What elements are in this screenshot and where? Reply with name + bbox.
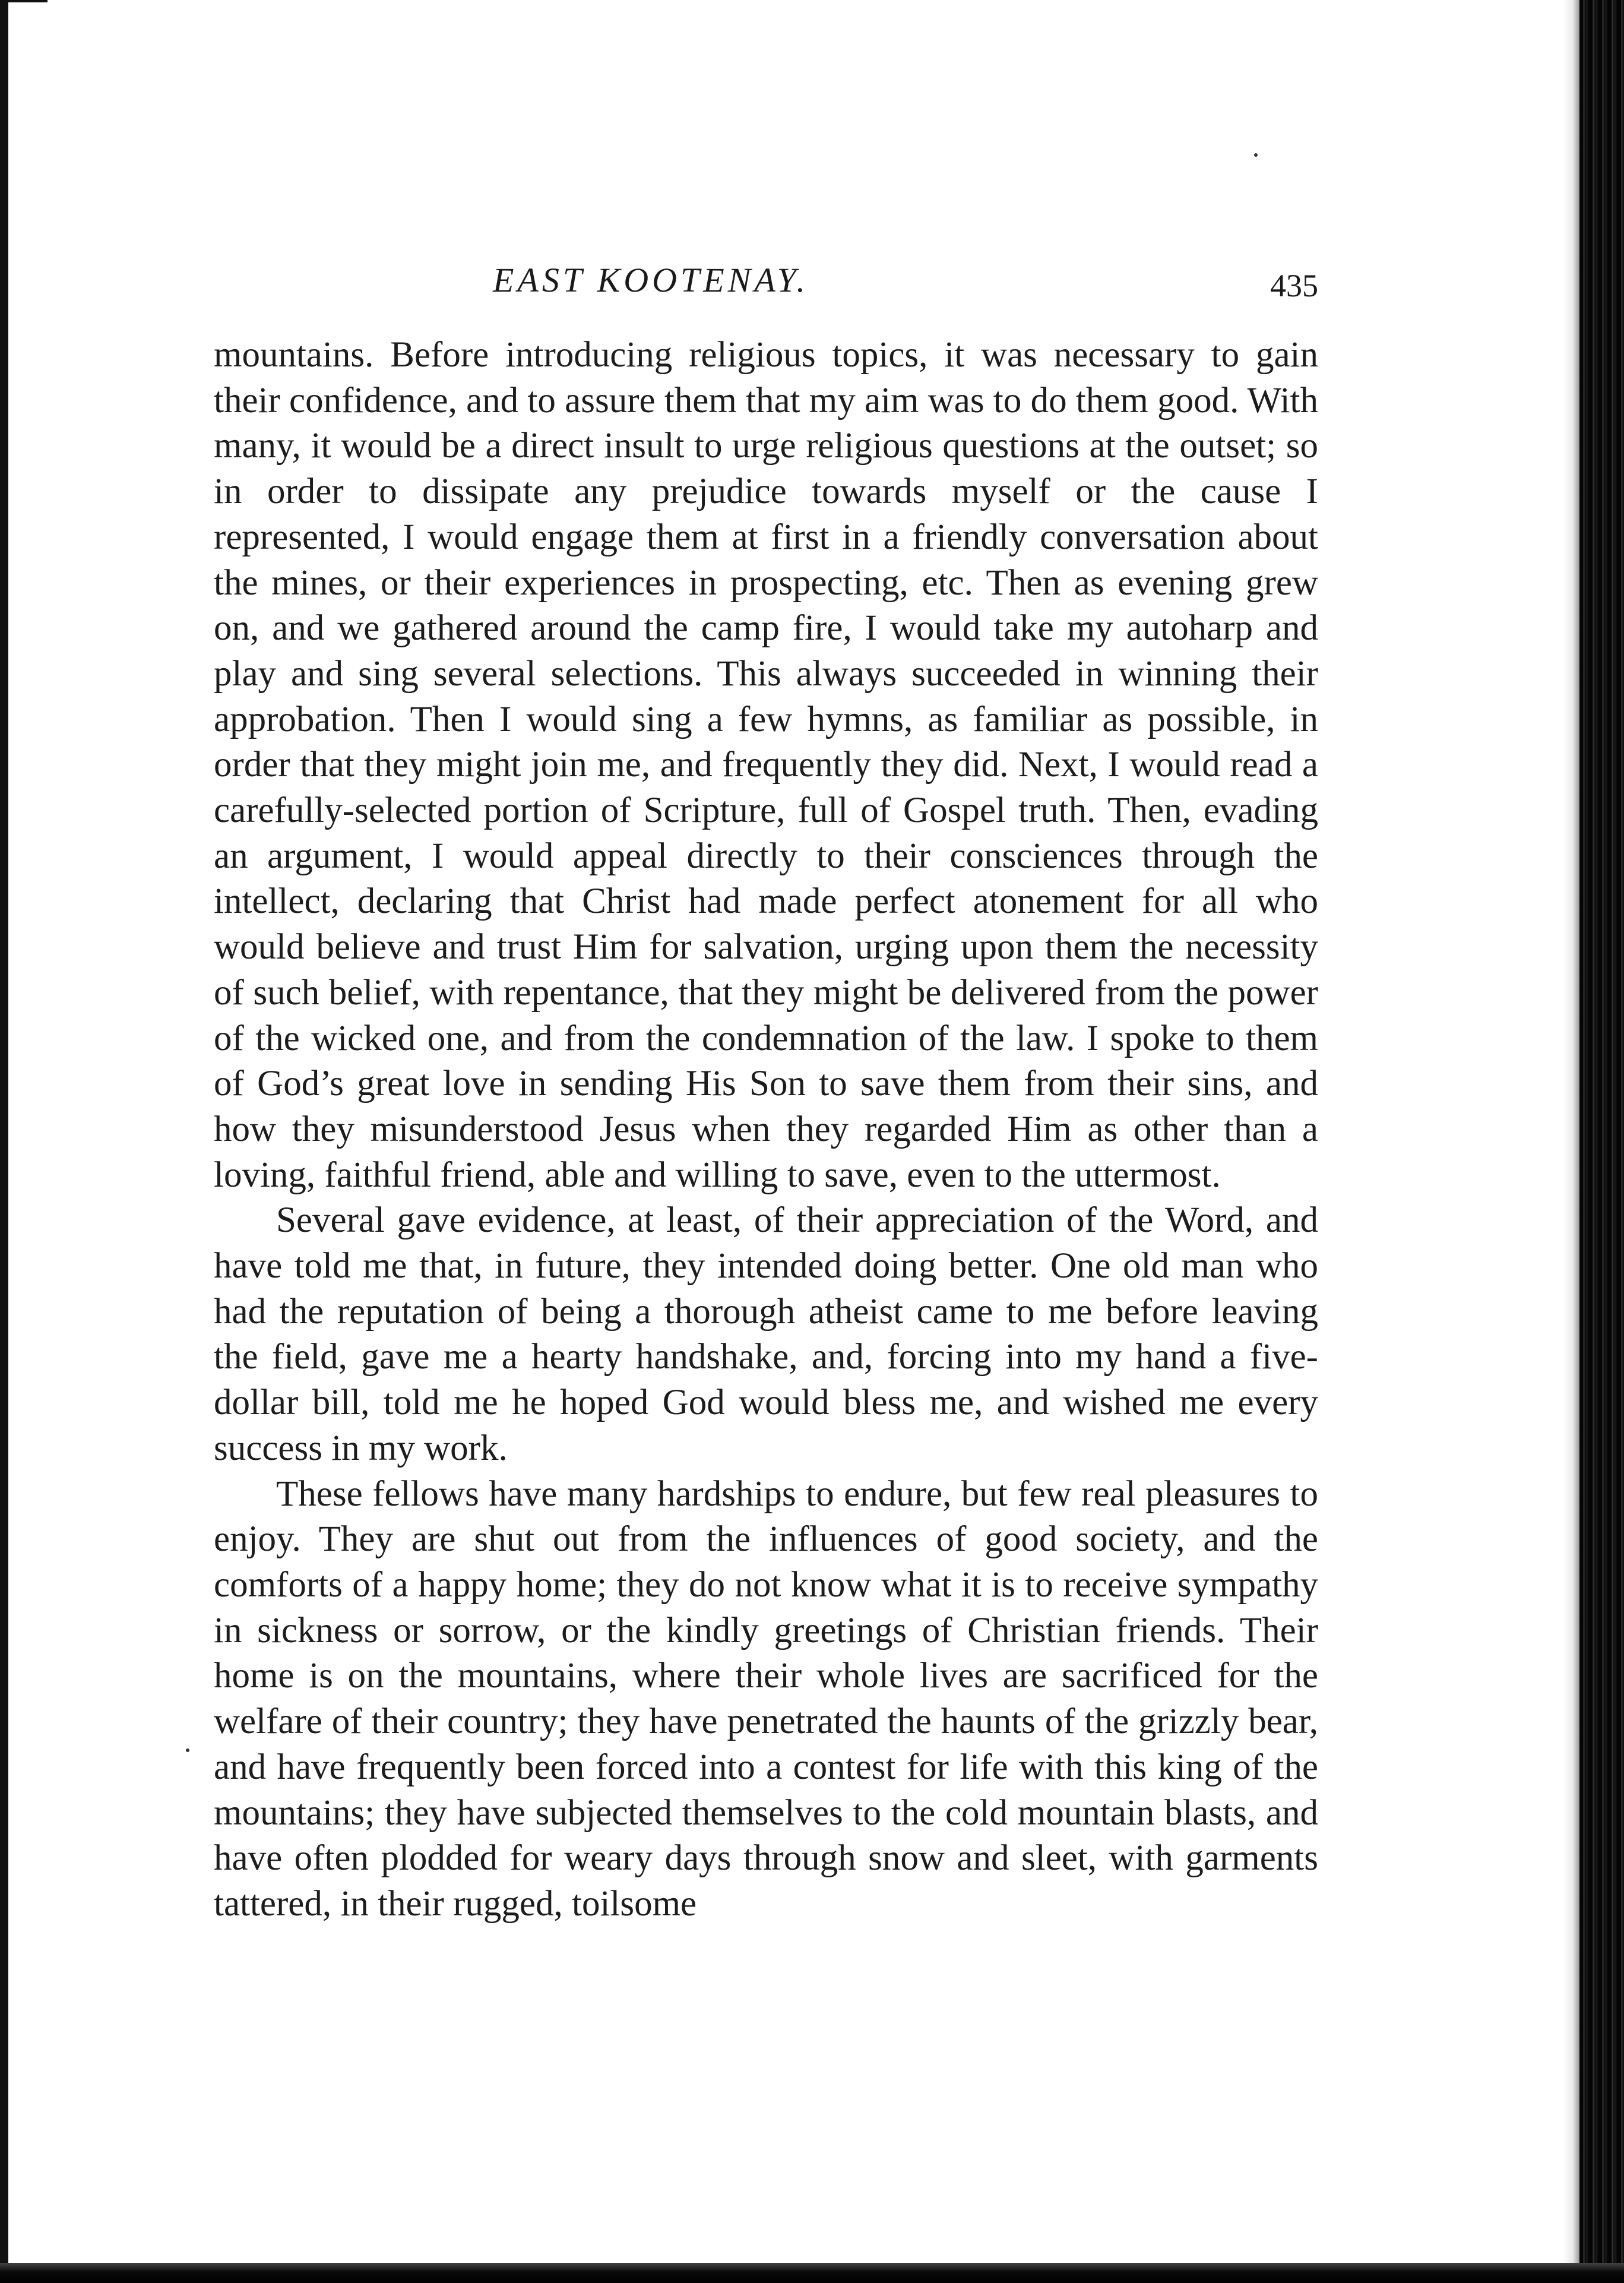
paragraph: mountains. Before introducing religious topics, it was necessary to gain their confidence, and to assure them that my aim was to do them good. With many, it would be a direct insult to urge religious questions at the outset; so in order to dissipate any prejudice towards myself or the cause I represented, I would engage them at first in a friendly conversation about the mines, or their experiences in prospecting, etc. Then as evening grew on, and we gathered around the camp fire, I would take my autoharp and play and sing several selections. This always succeeded in winning their approbation. Then I would sing a few hymns, as familiar as possible, in order that they might join me, and frequently they did. Next, I would read a carefully-selected portion of Scripture, full of Gospel truth. Then, evading an argument, I would appeal directly to their consciences through the intellect, declaring that Christ had made perfect atonement for all who would believe and trust Him for salvation, urging upon them the necessity of such belief, with repentance, that they might be delivered from the power of the wicked one, and from the condemnation of the law. I spoke to them of God’s great love in sending His Son to save them from their sins, and how they misunderstood Jesus when they regarded Him as other than a loving, faithful friend, able and willing to save, even to the uttermost. bbox=[214, 335, 1318, 1195]
scan-bottom-edge bbox=[0, 2263, 1624, 2283]
book-binding-edge bbox=[1579, 0, 1624, 2283]
scan-left-edge bbox=[0, 0, 8, 2283]
scan-speck bbox=[1254, 153, 1258, 157]
running-head: EAST KOOTENAY. bbox=[493, 261, 809, 299]
paragraph: Several gave evidence, at least, of their appreciation of the Word, and have told me that, in future, they intended doing better. One old man who had the reputation of being a thorough atheist came to me before leaving the field, gave me a hearty handshake, and, forcing into my hand a five-dollar bill, told me he hoped God would bless me, and wished me every success in my work. bbox=[214, 1200, 1318, 1468]
page-number: 435 bbox=[1270, 268, 1318, 303]
page-header bbox=[214, 260, 1318, 314]
scan-speck bbox=[186, 1748, 189, 1752]
body-text bbox=[214, 333, 1318, 1927]
paragraph: These fellows have many hardships to endure, but few real pleasures to enjoy. They are shut out from the influences of good society, and the comforts of a happy home; they do not know what it is to receive sympathy in sickness or sorrow, or the kindly greetings of Christian friends. Their home is on the mountains, where their whole lives are sacrificed for the welfare of their country; they have penetrated the haunts of the grizzly bear, and have frequently been forced into a contest for life with this king of the mountains; they have subjected themselves to the cold mountain blasts, and have often plodded for weary days through snow and sleet, with garments tattered, in their rugged, toilsome bbox=[214, 1473, 1318, 1924]
page-gutter-shadow bbox=[1563, 0, 1579, 2283]
scan-top-left-mark bbox=[0, 0, 48, 2]
